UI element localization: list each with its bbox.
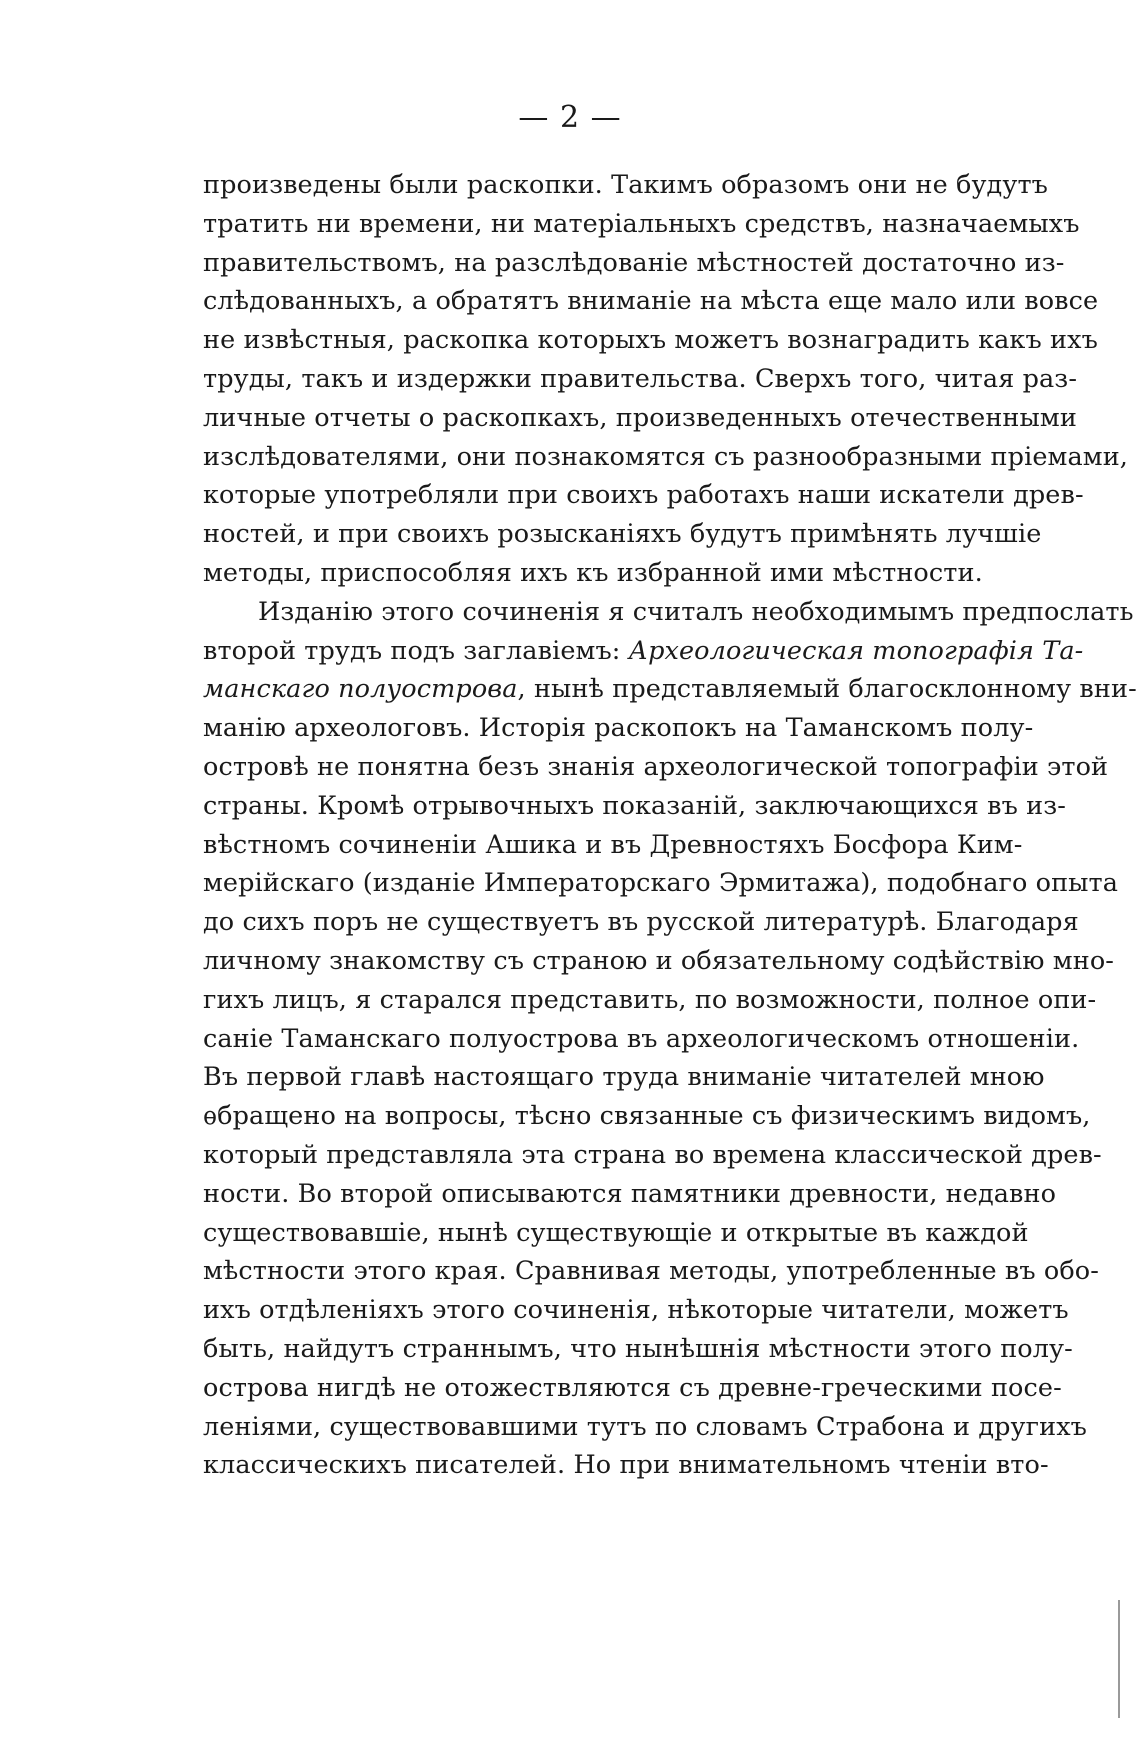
text-line: быть, найдутъ страннымъ, что нынѣшнія мѣстности этого полу- — [203, 1333, 1073, 1364]
text-span: , нынѣ представляемый благосклонному вни- — [517, 674, 1137, 705]
text-line: островѣ не понятна безъ знанія археологической топографіи этой — [203, 751, 1109, 782]
text-line: вѣстномъ сочиненіи Ашика и въ Древностяхъ Босфора Ким- — [203, 829, 1023, 860]
text-line — [203, 632, 1084, 671]
text-line: ности. Во второй описываются памятники древности, недавно — [203, 1178, 1057, 1209]
text-line: изслѣдователями, они познакомятся съ разнообразными пріемами, — [203, 441, 1128, 472]
text-line: мерійскаго (изданіе Императорскаго Эрмитажа), подобнаго опыта — [203, 868, 1119, 899]
body-text — [203, 166, 1137, 1485]
text-line: который представляла эта страна во времена классической древ- — [203, 1139, 1102, 1170]
text-line: тратить ни времени, ни матеріальныхъ средствъ, назначаемыхъ — [203, 208, 1080, 239]
text-line: Въ первой главѣ настоящаго труда вниманіе читателей мною — [203, 1062, 1045, 1093]
text-line: которые употребляли при своихъ работахъ наши искатели древ- — [203, 480, 1084, 511]
page-edge-mark — [1118, 1600, 1120, 1718]
text-span: второй трудъ подъ заглавіемъ: — [203, 635, 629, 666]
text-line: до сихъ поръ не существуетъ въ русской литературѣ. Благодаря — [203, 907, 1079, 938]
book-title-italic: манскаго полуострова — [203, 674, 518, 705]
book-title-italic: Археологическая топографія Та- — [628, 635, 1084, 666]
text-line: труды, такъ и издержки правительства. Сверхъ того, читая раз- — [203, 363, 1078, 394]
text-line: ностей, и при своихъ розысканіяхъ будутъ примѣнять лучшіе — [203, 519, 1042, 550]
paragraph-2 — [203, 593, 1137, 1485]
text-line: саніе Таманскаго полуострова въ археологическомъ отношеніи. — [203, 1023, 1080, 1054]
text-line: острова нигдѣ не отожествляются съ древне-греческими посе- — [203, 1372, 1062, 1403]
paragraph-1 — [203, 166, 1128, 593]
text-line: правительствомъ, на разслѣдованіе мѣстностей достаточно из- — [203, 247, 1065, 278]
text-line: Изданію этого сочиненія я считалъ необходимымъ предпослать — [258, 596, 1134, 627]
text-line: личные отчеты о раскопкахъ, произведенныхъ отечественными — [203, 402, 1077, 433]
text-line: не извѣстныя, раскопка которыхъ можетъ вознаградить какъ ихъ — [203, 325, 1098, 356]
text-line: ѳбращено на вопросы, тѣсно связанные съ физическимъ видомъ, — [203, 1101, 1091, 1132]
text-line: существовавшіе, нынѣ существующіе и открытые въ каждой — [203, 1217, 1029, 1248]
text-line: леніями, существовавшими тутъ по словамъ Страбона и другихъ — [203, 1411, 1088, 1442]
text-line: слѣдованныхъ, а обратятъ вниманіе на мѣста еще мало или вовсе — [203, 286, 1099, 317]
text-line: ихъ отдѣленіяхъ этого сочиненія, нѣкоторые читатели, можетъ — [203, 1295, 1069, 1326]
text-line: произведены были раскопки. Такимъ образомъ они не будутъ — [203, 170, 1048, 200]
text-line: гихъ лицъ, я старался представить, по возможности, полное опи- — [203, 984, 1097, 1015]
text-line: мѣстности этого края. Сравнивая методы, употребленные въ обо- — [203, 1256, 1099, 1287]
text-line: страны. Кромѣ отрывочныхъ показаній, заключающихся въ из- — [203, 790, 1066, 821]
text-line: манію археологовъ. Исторія раскопокъ на Таманскомъ полу- — [203, 713, 1034, 744]
page-number: — 2 — — [518, 100, 622, 135]
text-line: методы, приспособляя ихъ къ избранной ими мѣстности. — [203, 557, 983, 588]
text-line: классическихъ писателей. Но при внимательномъ чтеніи вто- — [203, 1450, 1049, 1481]
text-line: личному знакомству съ страною и обязательному содѣйствію мно- — [203, 945, 1115, 976]
text-line — [203, 670, 1137, 709]
